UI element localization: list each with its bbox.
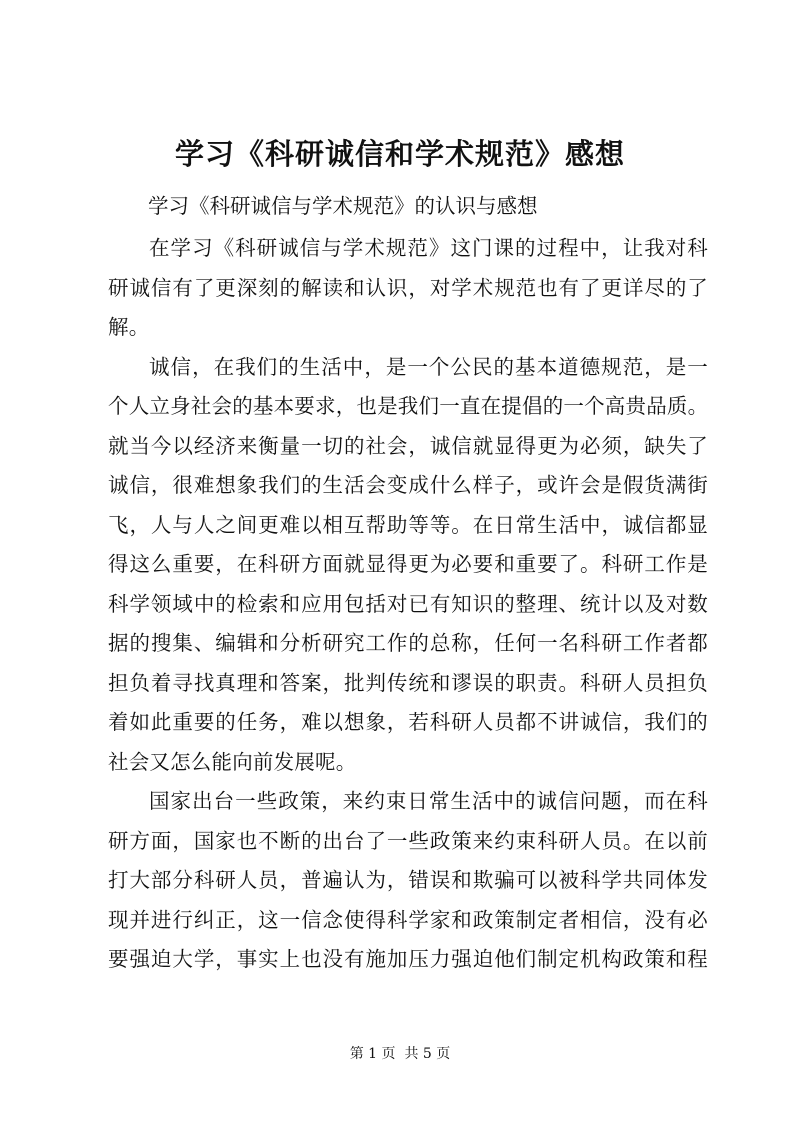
paragraph-line: 就当今以经济来衡量一切的社会，诚信就显得更为必须，缺失了 xyxy=(108,433,708,458)
paragraph-line: 得这么重要，在科研方面就显得更为必要和重要了。科研工作是 xyxy=(108,552,708,576)
paragraph-line: 研方面，国家也不断的出台了一些政策来约束科研人员。在以前 xyxy=(108,828,708,853)
paragraph-line: 研诚信有了更深刻的解读和认识，对学术规范也有了更详尽的了 xyxy=(108,275,708,300)
paragraph-line: 要强迫大学，事实上也没有施加压力强迫他们制定机构政策和程 xyxy=(108,947,708,971)
paragraph-line: 着如此重要的任务，难以想象，若科研人员都不讲诚信，我们的 xyxy=(108,710,708,734)
paragraph-line: 诚信，在我们的生活中，是一个公民的基本道德规范，是一 xyxy=(149,354,708,379)
page-number-footer: 第 1 页 共 5 页 xyxy=(349,1046,451,1062)
paragraph xyxy=(108,348,708,783)
paragraph-line: 解。 xyxy=(108,315,150,339)
document-title: 学习《科研诚信和学术规范》感想 xyxy=(174,137,625,171)
paragraph xyxy=(108,782,708,980)
paragraph xyxy=(108,229,708,348)
paragraph-line: 打大部分科研人员，普遍认为，错误和欺骗可以被科学共同体发 xyxy=(108,868,708,892)
paragraph-line: 科学领域中的检索和应用包括对已有知识的整理、统计以及对数 xyxy=(108,591,708,616)
paragraph-line: 据的搜集、编辑和分析研究工作的总称，任何一名科研工作者都 xyxy=(108,631,708,655)
paragraph-line: 在学习《科研诚信与学术规范》这门课的过程中，让我对科 xyxy=(149,236,708,260)
document-body xyxy=(108,229,708,980)
paragraph-line: 个人立身社会的基本要求，也是我们一直在提倡的一个高贵品质。 xyxy=(108,394,709,418)
paragraph-line: 飞，人与人之间更难以相互帮助等等。在日常生活中，诚信都显 xyxy=(108,512,708,537)
paragraph-line: 社会又怎么能向前发展呢。 xyxy=(108,749,357,774)
paragraph-line: 诚信，很难想象我们的生活会变成什么样子，或许会是假货满街 xyxy=(108,473,708,497)
paragraph-line: 现并进行纠正，这一信念使得科学家和政策制定者相信，没有必 xyxy=(108,907,708,932)
paragraph-line: 担负着寻找真理和答案，批判传统和谬误的职责。科研人员担负 xyxy=(108,670,708,695)
document-subtitle: 学习《科研诚信与学术规范》的认识与感想 xyxy=(148,194,538,218)
paragraph-line: 国家出台一些政策，来约束日常生活中的诚信问题，而在科 xyxy=(149,789,708,813)
